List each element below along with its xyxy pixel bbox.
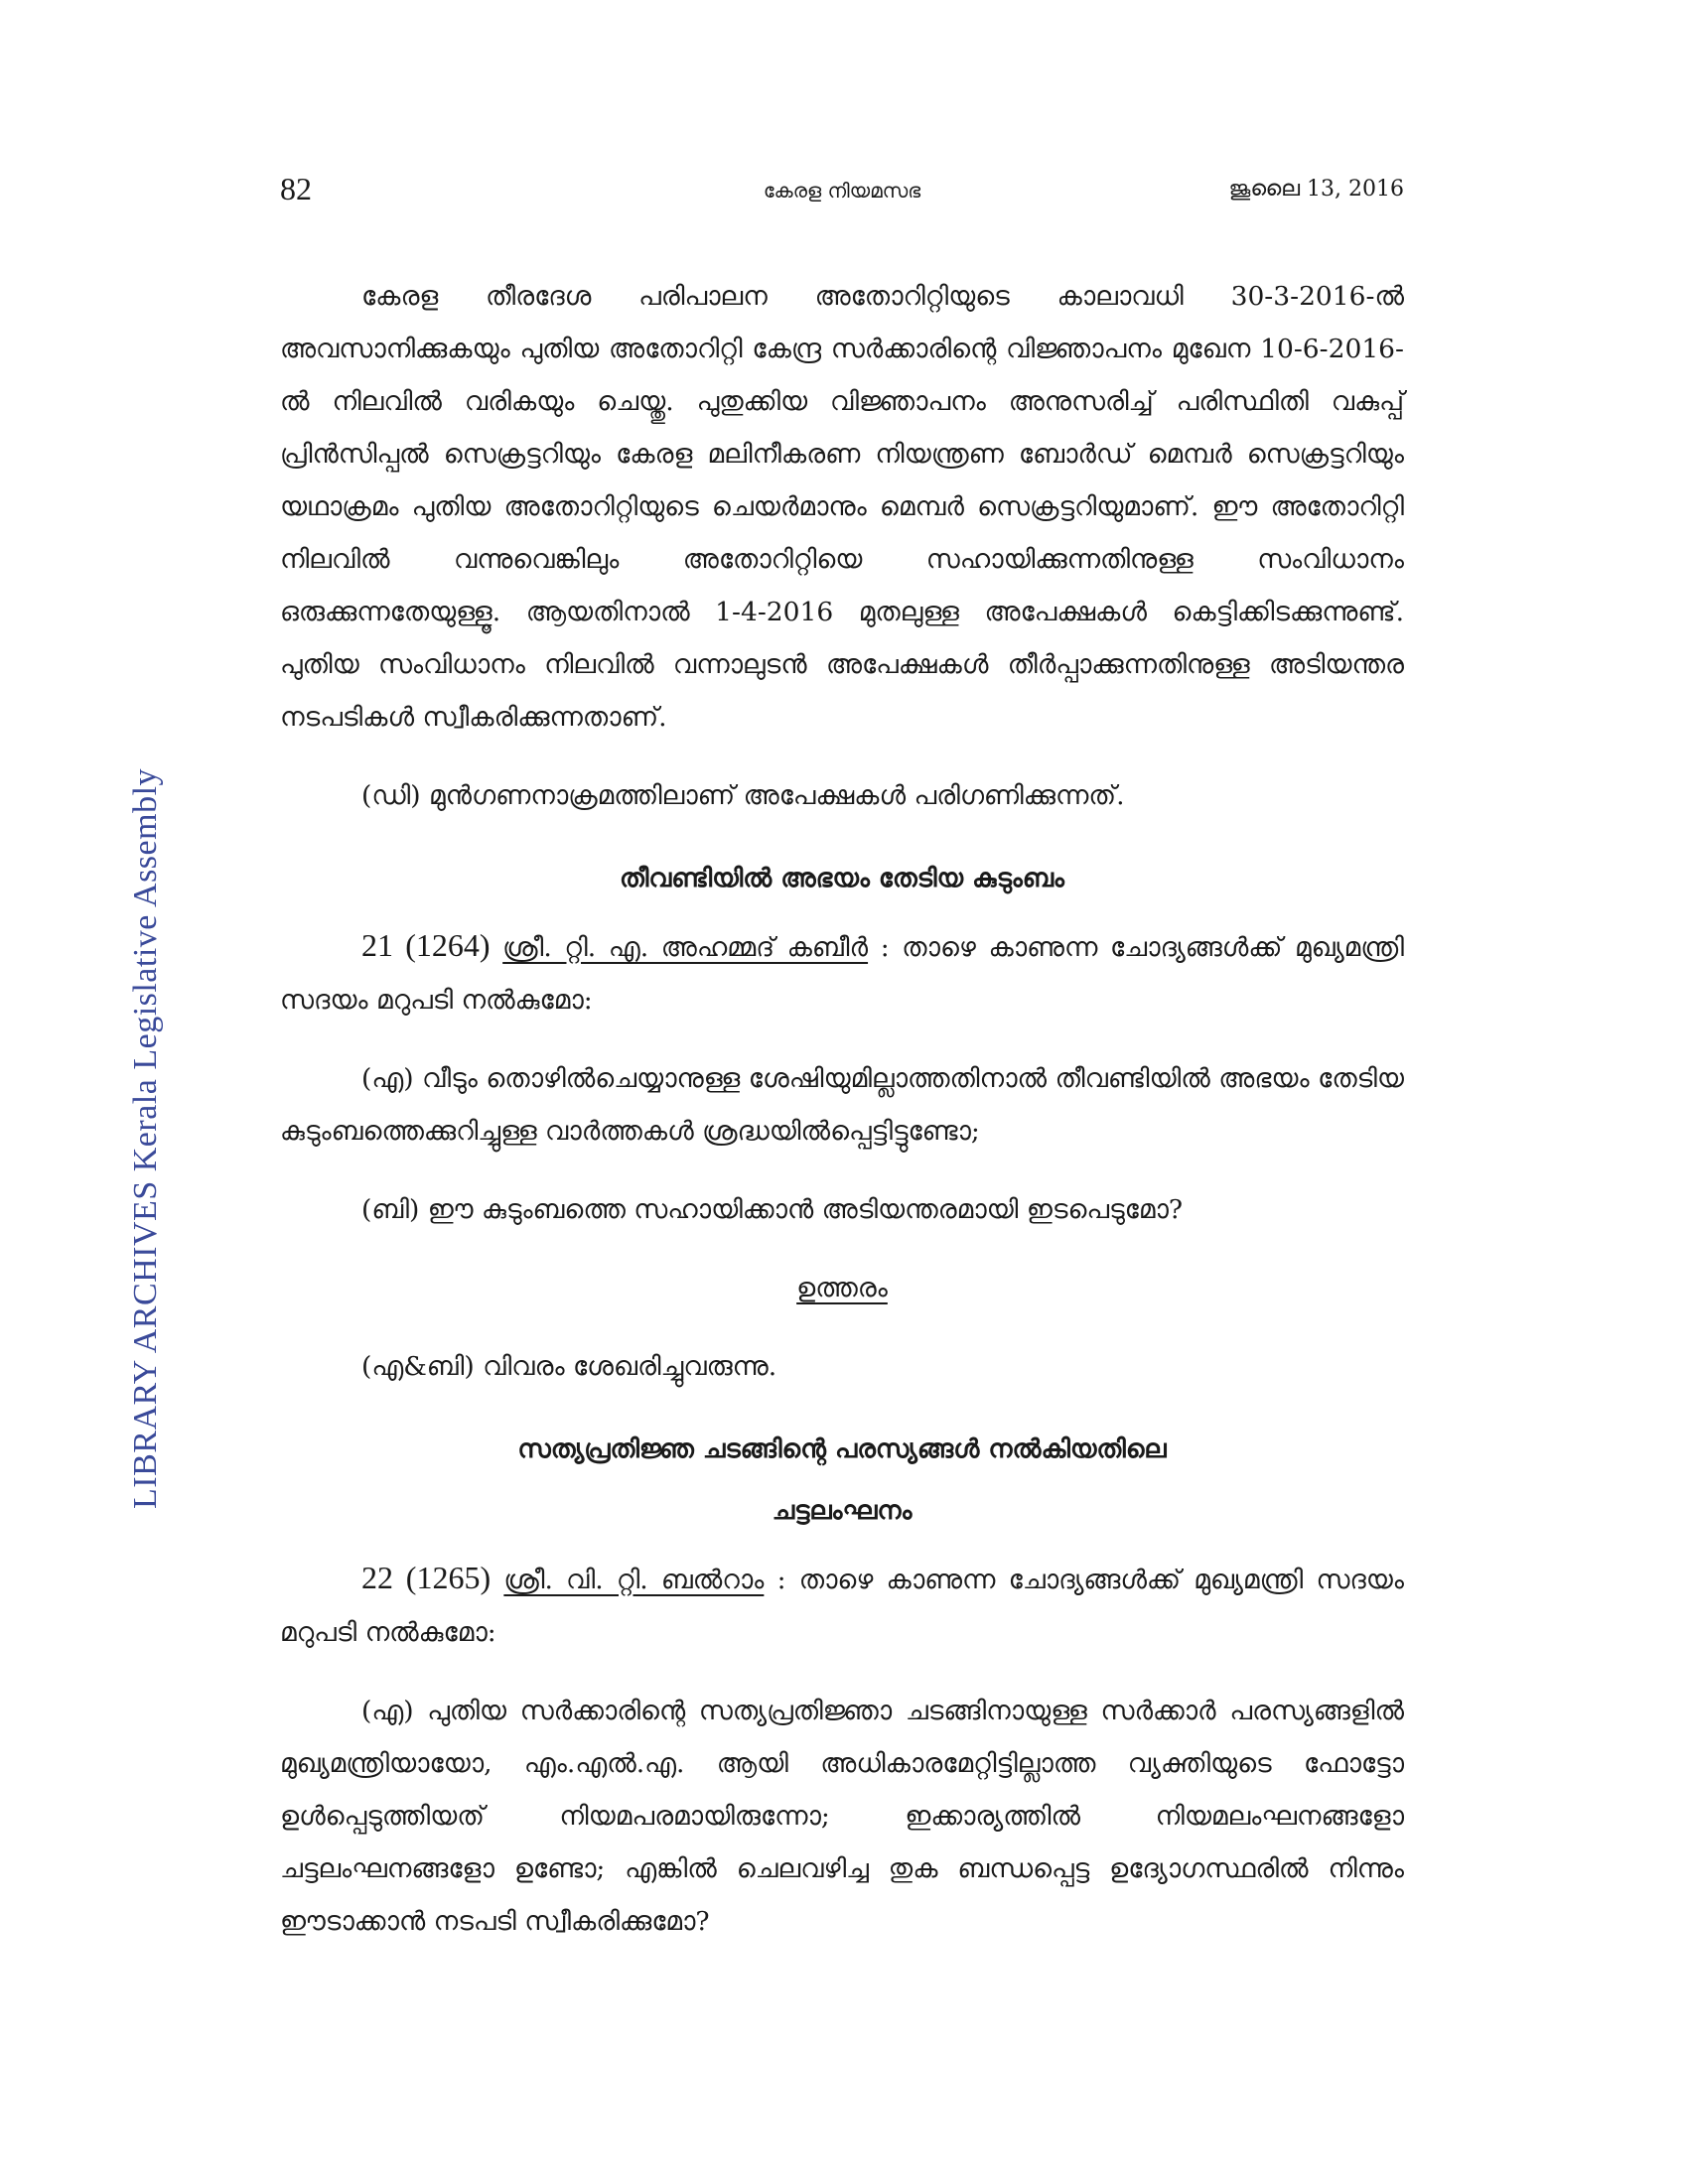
- answer-c-paragraph: കേരള തീരദേശ പരിപാലന അതോറിറ്റിയുടെ കാലാവധി 30-3-2016-ൽ അവസാനിക്കുകയും പുതിയ അതോറിറ്റി കേന്ദ്ര സർക്കാരിന്റെ വിജ്ഞാപനം മുഖേന 10-6-2016-ൽ നിലവിൽ വരികയും ചെയ്തു. പുതുക്കിയ വിജ്ഞാപനം അനുസരിച്ച് പരിസ്ഥിതി വകുപ്പ് പ്രിൻസിപ്പൽ സെക്രട്ടറിയും കേരള മലിനീകരണ നിയന്ത്രണ ബോർഡ് മെമ്പർ സെക്രട്ടറിയും യഥാക്രമം പുതിയ അതോറിറ്റിയുടെ ചെയർമാനും മെമ്പർ സെക്രട്ടറിയുമാണ്. ഈ അതോറിറ്റി നിലവിൽ വന്നുവെങ്കിലും അതോറിറ്റിയെ സഹായിക്കുന്നതിനുള്ള സംവിധാനം ഒരുക്കുന്നതേയുള്ളൂ. ആയതിനാൽ 1-4-2016 മുതലുള്ള അപേക്ഷകൾ കെട്ടിക്കിടക്കുന്നുണ്ട്. പുതിയ സംവിധാനം നിലവിൽ വന്നാലുടൻ അപേക്ഷകൾ തീർപ്പാക്കുന്നതിനുള്ള അടിയന്തര നടപടികൾ സ്വീകരിക്കുന്നതാണ്.: [280, 281, 1404, 733]
- question-22-number: 22 (1265): [361, 1560, 492, 1595]
- question-21-mover: ശ്രീ. റ്റി. എ. അഹമ്മദ് കബീർ: [502, 932, 869, 963]
- page-header: [280, 171, 1404, 210]
- page-number: 82: [280, 171, 312, 206]
- question-22-intro: [280, 1552, 1404, 1659]
- question-22-mover: ശ്രീ. വി. റ്റി. ബൽറാം: [503, 1565, 765, 1595]
- question-22-title-line-2: ചട്ടലംഘനം: [772, 1496, 913, 1526]
- question-21-part-b: (ബി) ഈ കുടുംബത്തെ സഹായിക്കാൻ അടിയന്തരമായി ഇടപെടുമോ?: [361, 1194, 1184, 1225]
- question-21-intro: [280, 919, 1404, 1026]
- header-date: ജൂലൈ 13, 2016: [1228, 177, 1404, 202]
- question-21-title: തീവണ്ടിയിൽ അഭയം തേടിയ കുടുംബം: [620, 864, 1064, 893]
- answer-d-paragraph: (ഡി) മുൻഗണനാക്രമത്തിലാണ് അപേക്ഷകൾ പരിഗണിക്കുന്നത്.: [361, 780, 1125, 811]
- question-21-intro-text: : താഴെ കാണുന്ന ചോദ്യങ്ങൾക്ക് മുഖ്യമന്ത്രി സദയം മറുപടി നൽകുമോ:: [280, 932, 1404, 1016]
- archive-watermark: LIBRARY ARCHIVES Kerala Legislative Assembly: [127, 767, 164, 1509]
- answer-heading-text: ഉത്തരം: [796, 1273, 888, 1303]
- page-content: [280, 270, 1404, 1948]
- question-22-title-line-1: സത്യപ്രതിജ്ഞ ചടങ്ങിന്റെ പരസ്യങ്ങൾ നൽകിയതിലെ: [517, 1434, 1167, 1464]
- running-title: കേരള നിയമസഭ: [763, 179, 921, 203]
- question-21-part-a: (എ) വീടും തൊഴിൽചെയ്യാനുള്ള ശേഷിയുമില്ലാത്തതിനാൽ തീവണ്ടിയിൽ അഭയം തേടിയ കുടുംബത്തെക്കുറിച്ചുള്ള വാർത്തകൾ ശ്രദ്ധയിൽപ്പെട്ടിട്ടുണ്ടോ;: [280, 1063, 1404, 1147]
- question-22-intro-text: : താഴെ കാണുന്ന ചോദ്യങ്ങൾക്ക് മുഖ്യമന്ത്രി സദയം മറുപടി നൽകുമോ:: [280, 1565, 1404, 1648]
- question-21-answer: (എ&ബി) വിവരം ശേഖരിച്ചുവരുന്നു.: [361, 1351, 777, 1382]
- answer-heading: [280, 1262, 1404, 1314]
- question-22-part-a: (എ) പുതിയ സർക്കാരിന്റെ സത്യപ്രതിജ്ഞാ ചടങ്ങിനായുള്ള സർക്കാർ പരസ്യങ്ങളിൽ മുഖ്യമന്ത്രിയായോ, എം.എൽ.എ. ആയി അധികാരമേറ്റിട്ടില്ലാത്ത വ്യക്തിയുടെ ഫോട്ടോ ഉൾപ്പെടുത്തിയത് നിയമപരമായിരുന്നോ; ഇക്കാര്യത്തിൽ നിയമലംഘനങ്ങളോ ചട്ടലംഘനങ്ങളോ ഉണ്ടോ; എങ്കിൽ ചെലവഴിച്ച തുക ബന്ധപ്പെട്ട ഉദ്യോഗസ്ഥരിൽ നിന്നും ഈടാക്കാൻ നടപടി സ്വീകരിക്കുമോ?: [280, 1696, 1404, 1937]
- question-21-number: 21 (1264): [361, 927, 491, 963]
